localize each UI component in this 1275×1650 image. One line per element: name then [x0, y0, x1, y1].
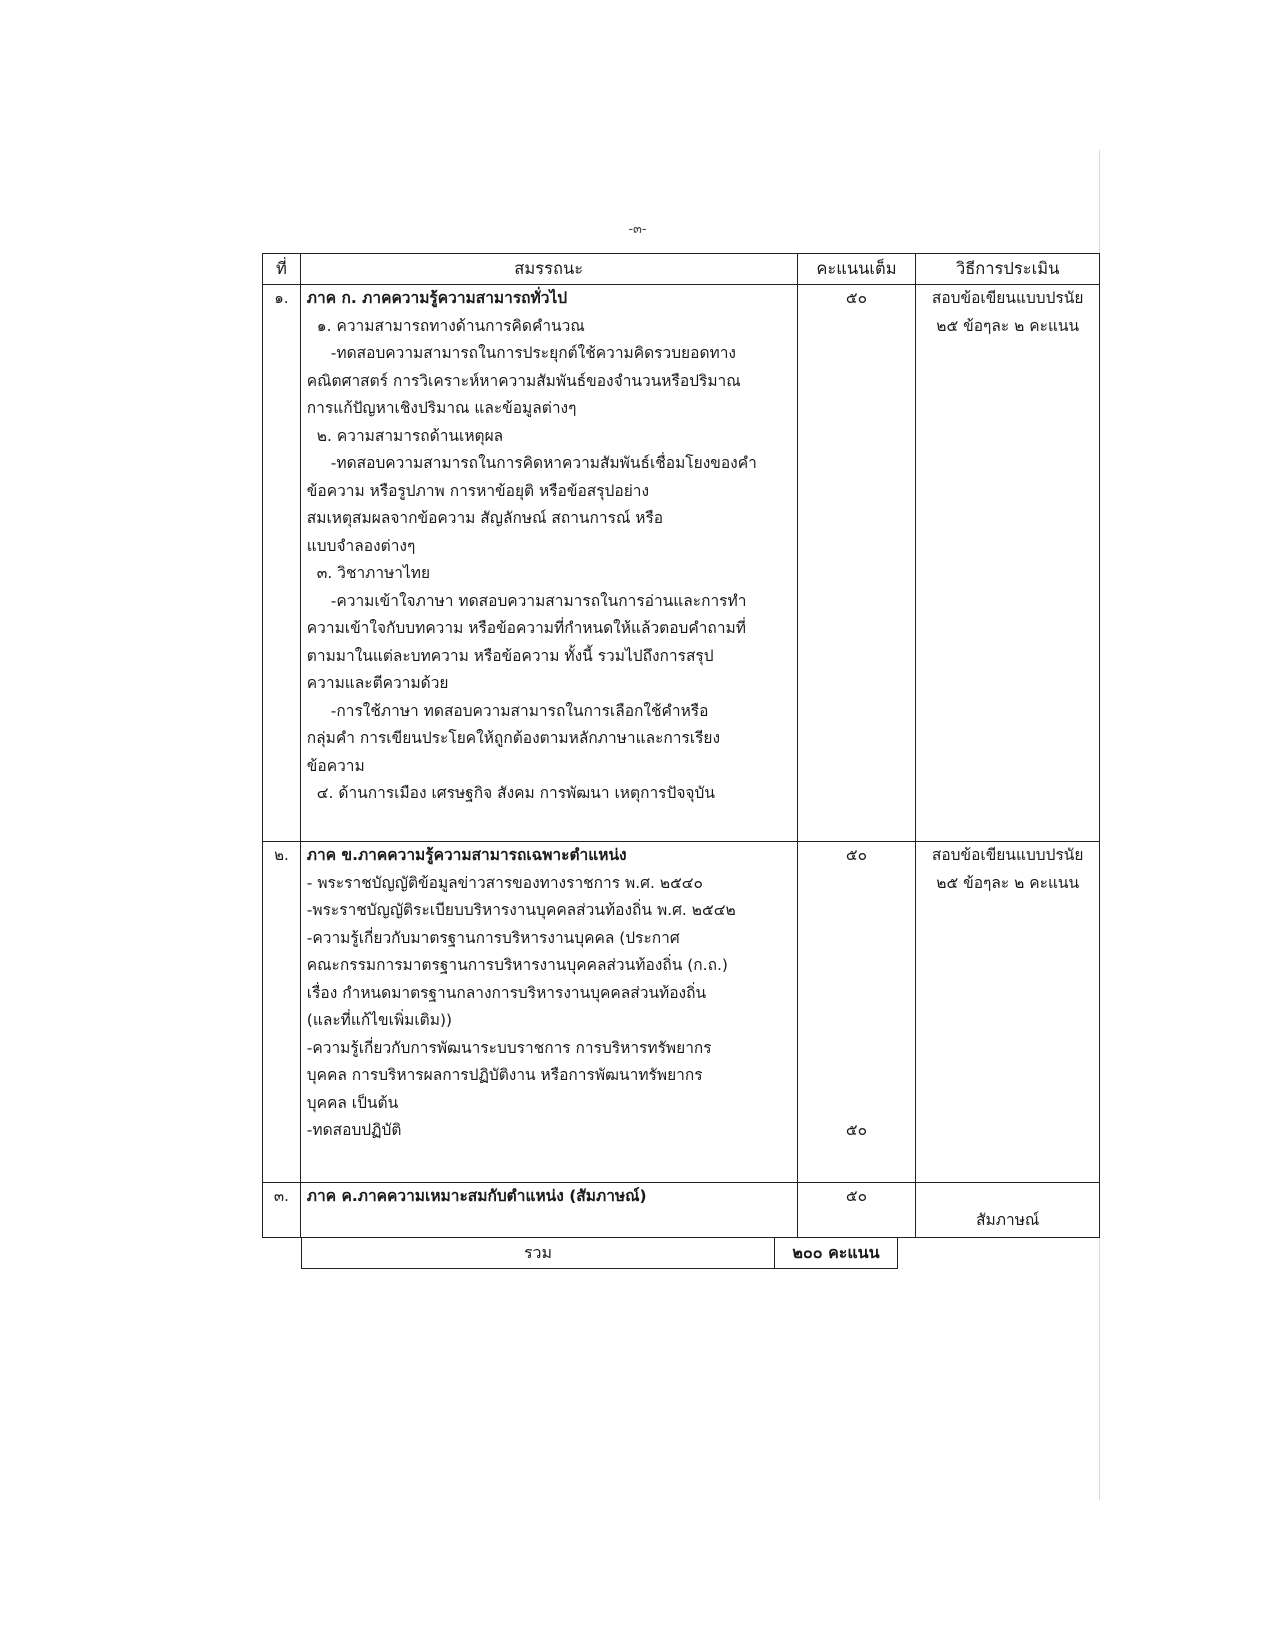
competency-line: -ความรู้เกี่ยวกับมาตรฐานการบริหารงานบุคคล (ประกาศ: [306, 928, 680, 947]
competency-line: กลุ่มคำ การเขียนประโยคให้ถูกต้องตามหลักภาษาและการเรียง: [306, 729, 721, 747]
competency-line: -พระราชบัญญัติระเบียบบริหารงานบุคคลส่วนท้องถิ่น พ.ศ. ๒๕๔๒: [306, 901, 736, 919]
competency-line: ข้อความ: [306, 756, 365, 775]
row-number: ๒.: [263, 842, 301, 1183]
competency-line: -ความรู้เกี่ยวกับการพัฒนาระบบราชการ การบริหารทรัพยากร: [306, 1038, 712, 1057]
competency-line: คณะกรรมการมาตรฐานการบริหารงานบุคคลส่วนท้องถิ่น (ก.ถ.): [306, 956, 728, 974]
competency-line: ๓. วิชาภาษาไทย: [316, 564, 431, 582]
total-row: [302, 1238, 898, 1269]
total-label: รวม: [302, 1238, 775, 1269]
competency-line: การแก้ปัญหาเชิงปริมาณ และข้อมูลต่างๆ: [306, 399, 577, 417]
method-cell: [916, 842, 1100, 1183]
competency-cell: [300, 285, 797, 842]
competency-line: แบบจำลองต่างๆ: [306, 536, 416, 555]
competency-line: ข้อความ หรือรูปภาพ การหาข้อยุติ หรือข้อสรุปอย่าง: [306, 481, 650, 500]
method-line: ๒๕ ข้อๆละ ๒ คะแนน: [936, 316, 1080, 335]
competency-table: [262, 253, 1100, 1238]
score-value: ๕๐: [845, 846, 868, 864]
competency-line: ความเข้าใจกับบทความ หรือข้อความที่กำหนดให้แล้วตอบคำถามที่: [306, 619, 746, 637]
table-row: [263, 842, 1100, 1183]
competency-line: เรื่อง กำหนดมาตรฐานกลางการบริหารงานบุคคลส่วนท้องถิ่น: [306, 983, 707, 1002]
section-title: ภาค ก. ภาคความรู้ความสามารถทั่วไป: [306, 289, 568, 307]
header-full-score: คะแนนเต็ม: [797, 254, 916, 285]
method-line: สอบข้อเขียนแบบปรนัย: [931, 289, 1084, 307]
competency-line: ๒. ความสามารถด้านเหตุผล: [316, 426, 504, 445]
header-no: ที่: [263, 254, 301, 285]
table-header-row: [263, 254, 1100, 285]
competency-line: คณิตศาสตร์ การวิเคราะห์หาความสัมพันธ์ของจำนวนหรือปริมาณ: [306, 371, 741, 390]
practical-score-value: ๕๐: [845, 1120, 868, 1139]
total-value: ๒๐๐ คะแนน: [775, 1238, 898, 1269]
competency-cell: [300, 842, 797, 1183]
method-cell: [916, 1183, 1100, 1238]
competency-line: - พระราชบัญญัติข้อมูลข่าวสารของทางราชการ พ.ศ. ๒๕๔๐: [306, 873, 703, 892]
section-lines: [307, 870, 791, 1145]
total-table: [301, 1237, 898, 1269]
competency-line: -ความเข้าใจภาษา ทดสอบความสามารถในการอ่านและการทำ: [330, 591, 747, 610]
competency-line: บุคคล การบริหารผลการปฏิบัติงาน หรือการพัฒนาทรัพยากร: [306, 1066, 703, 1084]
competency-line: บุคคล เป็นต้น: [306, 1093, 399, 1112]
competency-line: ตามมาในแต่ละบทความ หรือข้อความ ทั้งนี้ รวมไปถึงการสรุป: [306, 646, 714, 665]
competency-line: ความและตีความด้วย: [306, 674, 449, 692]
row-number: ๑.: [263, 285, 301, 842]
method-line: สอบข้อเขียนแบบปรนัย: [931, 846, 1084, 864]
section-lines: [307, 313, 791, 808]
page-number: -๓-: [628, 222, 647, 237]
competency-line: -การใช้ภาษา ทดสอบความสามารถในการเลือกใช้คำหรือ: [330, 701, 709, 720]
competency-line: สมเหตุสมผลจากข้อความ สัญลักษณ์ สถานการณ์ หรือ: [306, 509, 664, 527]
method-line: ๒๕ ข้อๆละ ๒ คะแนน: [936, 873, 1080, 892]
competency-line: ๔. ด้านการเมือง เศรษฐกิจ สังคม การพัฒนา เหตุการปัจจุบัน: [316, 784, 715, 802]
competency-line: ๑. ความสามารถทางด้านการคิดคำนวณ: [316, 316, 585, 335]
section-title: ภาค ค.ภาคความเหมาะสมกับตำแหน่ง (สัมภาษณ์): [306, 1187, 647, 1205]
method-cell: [916, 285, 1100, 842]
section-title: ภาค ข.ภาคความรู้ความสามารถเฉพาะตำแหน่ง: [306, 846, 627, 864]
competency-line: (และที่แก้ไขเพิ่มเติม)): [306, 1011, 453, 1029]
score-cell: ๕๐: [797, 1183, 916, 1238]
method-line: สัมภาษณ์: [976, 1211, 1040, 1229]
header-competency: สมรรถนะ: [300, 254, 797, 285]
competency-line: -ทดสอบความสามารถในการคิดหาความสัมพันธ์เชื่อมโยงของคำ: [330, 454, 757, 472]
score-cell: ๕๐: [797, 285, 916, 842]
score-cell: [797, 842, 916, 1183]
table-row: [263, 1183, 1100, 1238]
header-method: วิธีการประเมิน: [916, 254, 1100, 285]
competency-line: -ทดสอบความสามารถในการประยุกต์ใช้ความคิดรวบยอดทาง: [330, 344, 736, 362]
competency-cell: [300, 1183, 797, 1238]
table-row: [263, 285, 1100, 842]
row-number: ๓.: [263, 1183, 301, 1238]
competency-line: -ทดสอบปฏิบัติ: [306, 1121, 402, 1139]
